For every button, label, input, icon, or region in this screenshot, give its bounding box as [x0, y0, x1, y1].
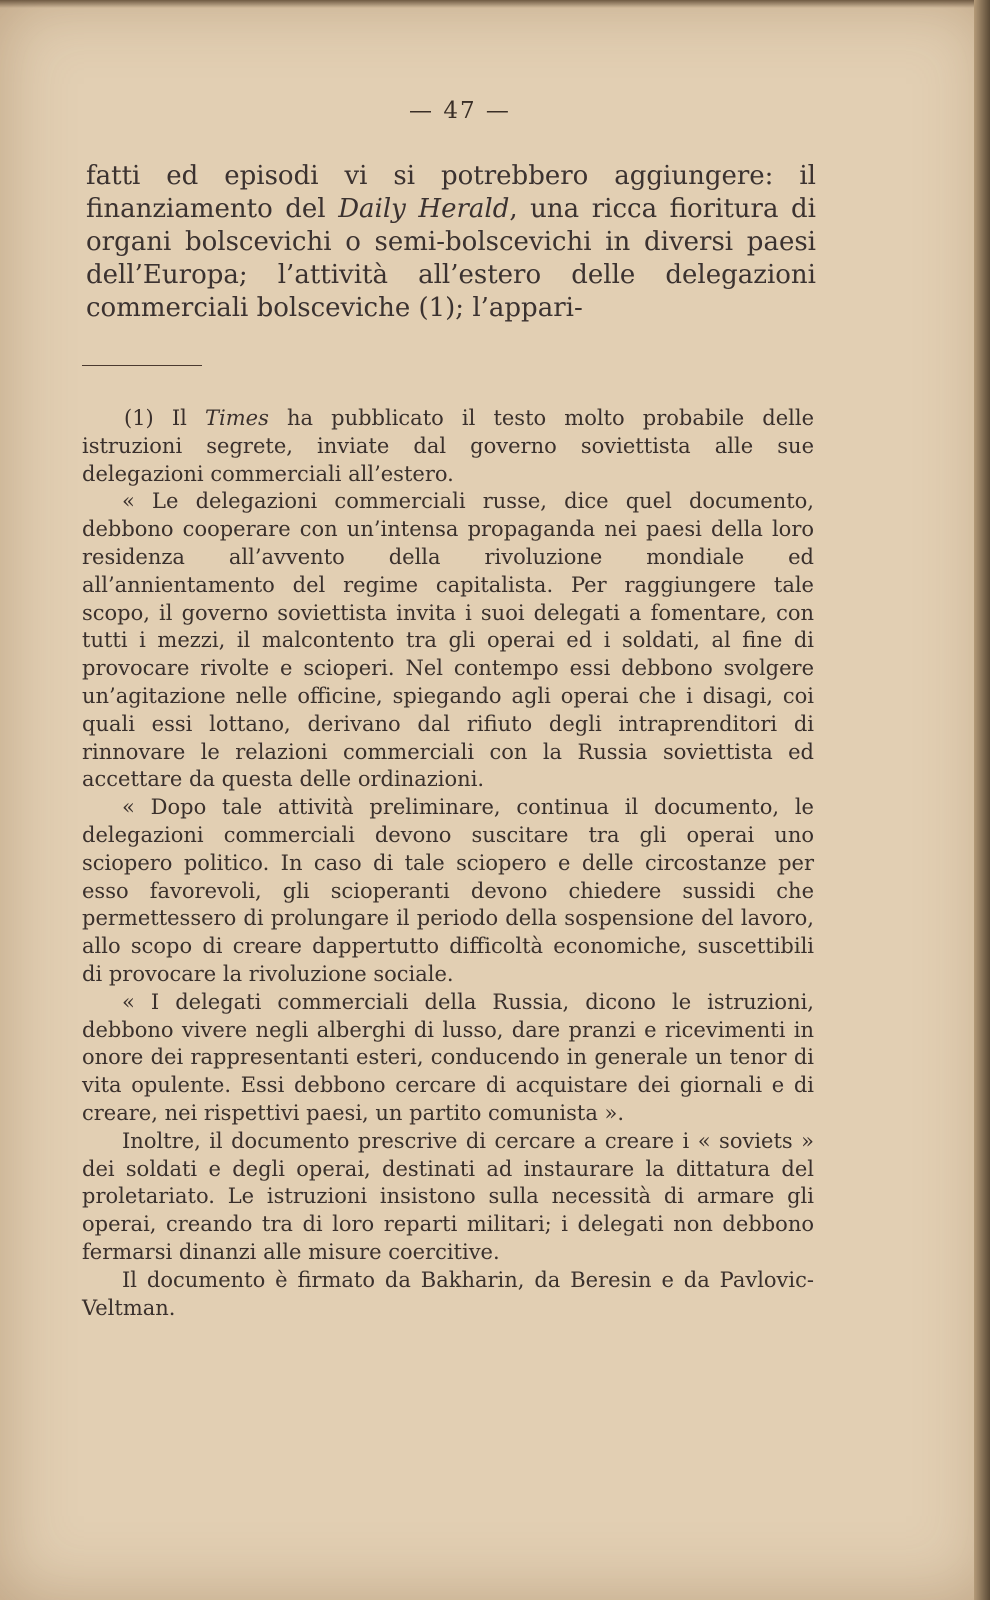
footnote-paragraph-1: [82, 405, 814, 488]
main-text-block: [86, 160, 816, 325]
footnote-marker-text: (1) Il: [124, 406, 205, 430]
footnote-paragraph-4: « I delegati commerciali della Russia, dicono le istruzioni, debbono vivere negli alberghi di lusso, dare pranzi e ricevimenti in onore dei rappresentanti esteri, conducendo in generale un tenor di vita opulente. Essi debbono cercare di acquistare dei giornali e di creare, nei rispettivi paesi, un partito comunista ».: [82, 989, 814, 1125]
newspaper-title: Daily Herald: [338, 194, 510, 224]
main-text-part1: fatti ed episodi vi si potrebbero aggiungere: il finanziamento del: [86, 161, 816, 224]
footnote-paragraph-3: « Dopo tale attività preliminare, continua il documento, le delegazioni commerciali devono suscitare tra gli operai uno sciopero politico. In caso di tale sciopero e delle circostanze per esso favorevoli, gli scioperanti devono chiedere sussidi che permettessero di prolungare il periodo della sospensione del lavoro, allo scopo di creare dappertutto difficoltà economiche, suscettibili di provocare la rivoluzione sociale.: [82, 795, 814, 986]
footnote-paragraph-6: Il documento è firmato da Bakharin, da Beresin e da Pavlovic-Veltman.: [82, 1267, 814, 1320]
footnote-block: [82, 405, 814, 1322]
footnote-separator: [82, 365, 202, 366]
page-number: — 47 —: [409, 98, 511, 124]
main-paragraph: [86, 160, 816, 325]
footnote-newspaper-title: Times: [205, 406, 269, 430]
main-text-part2: , una ricca fioritura di organi bolscevichi o semi-bolscevichi in diversi paesi dell’Europa; l’attività all’estero delle delegazioni commerciali bolsceviche (1); l’appari-: [86, 194, 816, 323]
footnote-paragraph-1-rest: ha pubblicato il testo molto probabile delle istruzioni segrete, inviate dal governo soviettista alle sue delegazioni commerciali all’estero.: [82, 406, 814, 486]
footnote-paragraph-5: Inoltre, il documento prescrive di cercare a creare i « soviets » dei soldati e degli operai, destinati ad instaurare la dittatura del proletariato. Le istruzioni insistono sulla necessità di armare gli operai, creando tra di loro reparti militari; i delegati non debbono fermarsi dinanzi alle misure coercitive.: [82, 1128, 814, 1264]
page-top-edge: [0, 0, 990, 8]
footnote-paragraph-2: « Le delegazioni commerciali russe, dice quel documento, debbono cooperare con un’intensa propaganda nei paesi della loro residenza all’avvento della rivoluzione mondiale ed all’annientamento del regime capitalista. Per raggiungere tale scopo, il governo soviettista invita i suoi delegati a fomentare, con tutti i mezzi, il malcontento tra gli operai ed i soldati, al fine di provocare rivolte e scioperi. Nel contempo essi debbono svolgere un’agitazione nelle officine, spiegando agli operai che i disagi, coi quali essi lottano, derivano dal rifiuto degli intraprenditori di rinnovare le relazioni commerciali con la Russia soviettista ed accettare da questa delle ordinazioni.: [82, 489, 814, 792]
page-binding-edge: [974, 0, 990, 1600]
